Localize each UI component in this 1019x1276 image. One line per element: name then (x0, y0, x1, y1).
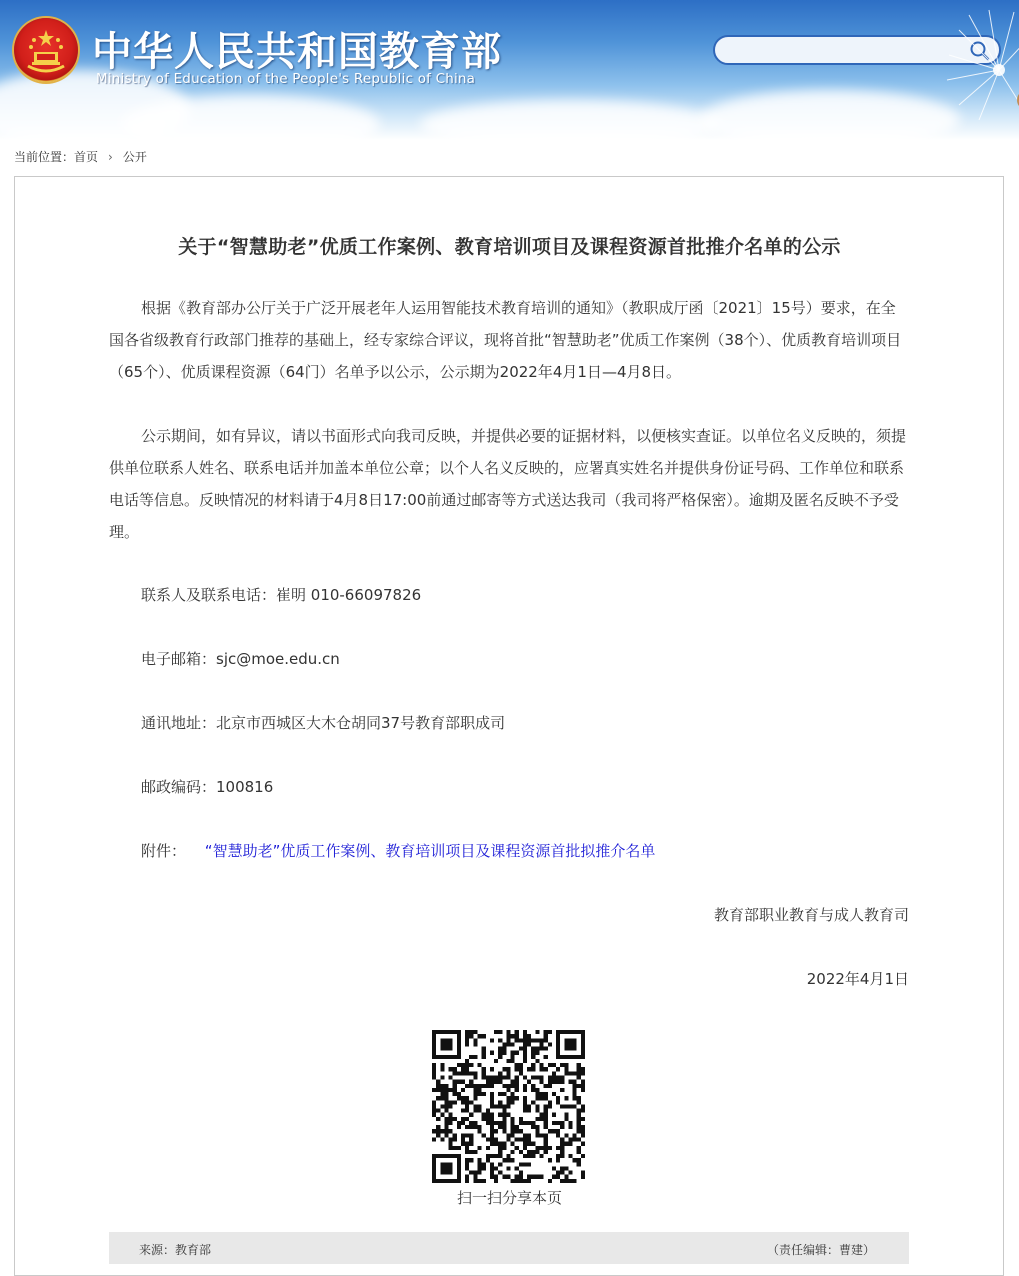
source-label: 来源：教育部 (139, 1243, 212, 1257)
postcode-line: 邮政编码：100816 (141, 778, 274, 796)
contact-line: 联系人及联系电话：崔明 010-66097826 (141, 586, 422, 604)
department-signature: 教育部职业教育与成人教育司 (713, 906, 909, 924)
attachment-link[interactable]: “智慧助老”优质工作案例、教育培训项目及课程资源首批拟推介名单 (204, 842, 656, 860)
attachment-line (141, 840, 655, 861)
breadcrumb-home-link[interactable]: 首页 (74, 150, 99, 164)
article-title: 关于“智慧助老”优质工作案例、教育培训项目及课程资源首批推介名单的公示 (178, 236, 841, 258)
qr-caption: 扫一扫分享本页 (456, 1189, 562, 1207)
qr-code-icon (432, 1030, 585, 1183)
attachment-label: 附件： (141, 842, 187, 860)
dandelion-decoration-icon (919, 0, 1019, 130)
address-line: 通讯地址：北京市西城区大木仓胡同37号教育部职成司 (141, 714, 506, 732)
publish-date: 2022年4月1日 (806, 970, 909, 988)
breadcrumb-separator-icon: › (108, 150, 113, 164)
editor-label: （责任编辑：曹建） (766, 1243, 875, 1257)
site-header (0, 0, 1019, 140)
paragraph-text: 根据《教育部办公厅关于广泛开展老年人运用智能技术教育培训的通知》（教职成厅函〔2021〕15号）要求，在全国各省级教育行政部门推荐的基础上，经专家综合评议，现将首批“智慧助老”优质工作案例（38个）、优质教育培训项目（65个）、优质课程资源（64门）名单予以公示，公示期为2022年4月1日—4月8日。 (109, 299, 902, 381)
breadcrumb-public-link[interactable]: 公开 (122, 150, 147, 164)
site-subtitle: Ministry of Education of the People's Republic of China (96, 71, 476, 87)
email-line: 电子邮箱：sjc@moe.edu.cn (141, 650, 340, 668)
article-paragraph-2 (109, 420, 909, 548)
paragraph-text: 公示期间，如有异议，请以书面形式向我司反映，并提供必要的证据材料，以便核实查证。以单位名义反映的，须提供单位联系人姓名、联系电话并加盖本单位公章；以个人名义反映的，应署真实姓名并提供身份证号码、工作单位和联系电话等信息。反映情况的材料请于4月8日17:00前通过邮寄等方式送达我司（我司将严格保密）。逾期及匿名反映不予受理。 (109, 427, 907, 541)
breadcrumb (14, 148, 147, 165)
article-footer-bar (109, 1232, 909, 1264)
national-emblem-logo[interactable] (14, 18, 78, 82)
site-title[interactable]: 中华人民共和国教育部 (92, 29, 502, 75)
article-paragraph-1 (109, 292, 909, 388)
breadcrumb-label: 当前位置： (14, 150, 75, 164)
